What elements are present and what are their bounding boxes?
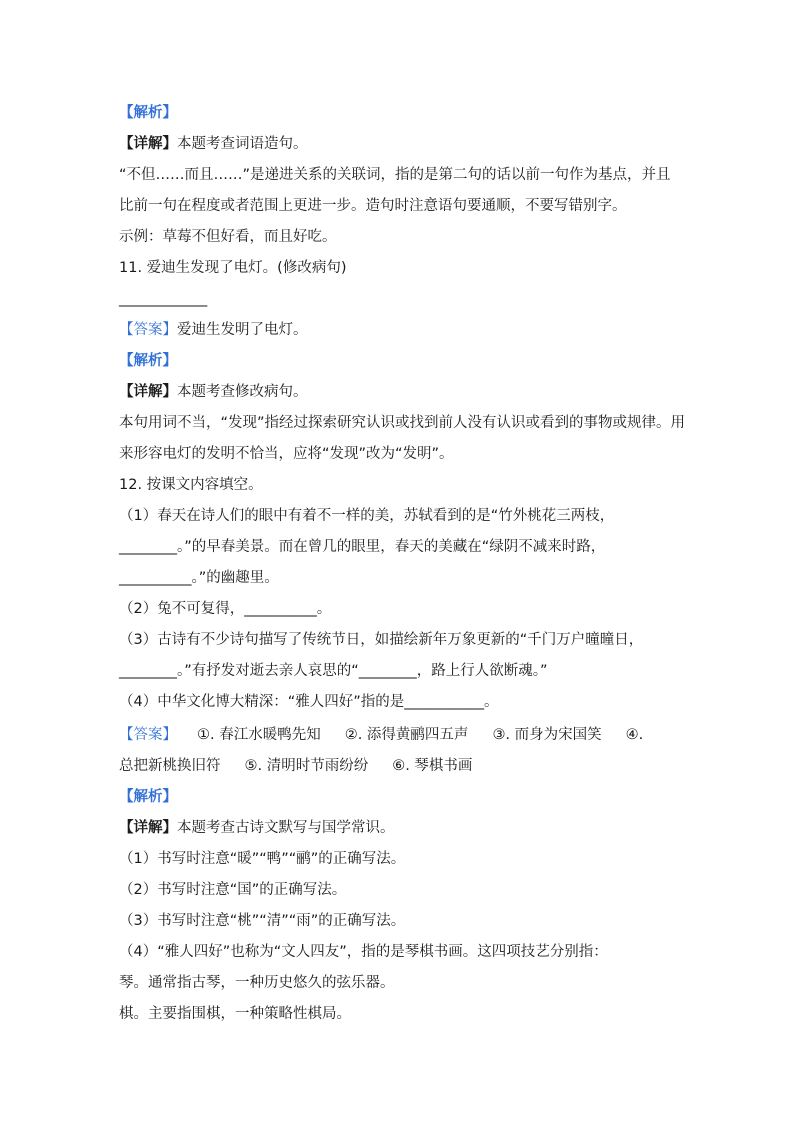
paragraph-line: 棋。主要指围棋，一种策略性棋局。 [119, 1006, 351, 1022]
subquestion-line: （2）兔不可复得，__________。 [119, 601, 332, 617]
subquestion-line: __________。”的幽趣里。 [119, 570, 279, 586]
paragraph-line: “不但……而且……”是递进关系的关联词，指的是第二句的话以前一句作为基点，并且 [119, 167, 671, 183]
subquestion-line: （3）古诗有不少诗句描写了传统节日，如描绘新年万象更新的“千门万户曈曈日， [119, 632, 644, 648]
paragraph-line: （3）书写时注意“桃”“清”“雨”的正确写法。 [119, 913, 406, 929]
answer-line: 【答案】 ①. 春江水暖鸭先知 ②. 添得黄鹂四五声 ③. 而身为宋国笑 ④. [119, 727, 644, 743]
example-line: 示例：草莓不但好看，而且好吃。 [119, 229, 337, 245]
answer-line: 【答案】爱迪生发明了电灯。 [119, 322, 308, 338]
question-12: 12. 按课文内容填空。 [119, 477, 263, 493]
paragraph-line: 比前一句在程度或者范围上更进一步。造句时注意语句要通顺，不要写错别字。 [119, 198, 627, 214]
paragraph-line: （4）“雅人四好”也称为“文人四友”，指的是琴棋书画。这四项技艺分别指： [119, 944, 608, 960]
analysis-heading: 【解析】 [119, 789, 177, 805]
paragraph-line: 琴。通常指古琴，一种历史悠久的弦乐器。 [119, 975, 395, 991]
answer-line: 总把新桃换旧符 ⑤. 清明时节雨纷纷 ⑥. 琴棋书画 [119, 758, 473, 774]
paragraph-line: 本句用词不当，“发现”指经过探索研究认识或找到前人没有认识或看到的事物或规律。用 [119, 415, 686, 431]
detail-line: 【详解】本题考查词语造句。 [119, 136, 308, 152]
paragraph-line: （1）书写时注意“暖”“鸭”“鹂”的正确写法。 [119, 851, 406, 867]
detail-line: 【详解】本题考查修改病句。 [119, 384, 308, 400]
subquestion-line: （1）春天在诗人们的眼中有着不一样的美，苏轼看到的是“竹外桃花三两枝， [119, 508, 615, 524]
answer-blank: _____________ [119, 291, 207, 307]
subquestion-line: ________。”的早春美景。而在曾几的眼里，春天的美藏在“绿阴不减来时路， [119, 539, 606, 555]
detail-line: 【详解】本题考查古诗文默写与国学常识。 [119, 820, 395, 836]
paragraph-line: 来形容电灯的发明不恰当，应将“发现”改为“发明”。 [119, 446, 454, 462]
analysis-heading: 【解析】 [119, 353, 177, 369]
question-11: 11. 爱迪生发现了电灯。(修改病句) [119, 260, 347, 276]
analysis-heading: 【解析】 [119, 105, 177, 121]
subquestion-line: （4）中华文化博大精深：“雅人四好”指的是___________。 [119, 694, 499, 710]
subquestion-line: ________。”有抒发对逝去亲人哀思的“________，路上行人欲断魂。” [119, 663, 548, 679]
paragraph-line: （2）书写时注意“国”的正确写法。 [119, 882, 347, 898]
